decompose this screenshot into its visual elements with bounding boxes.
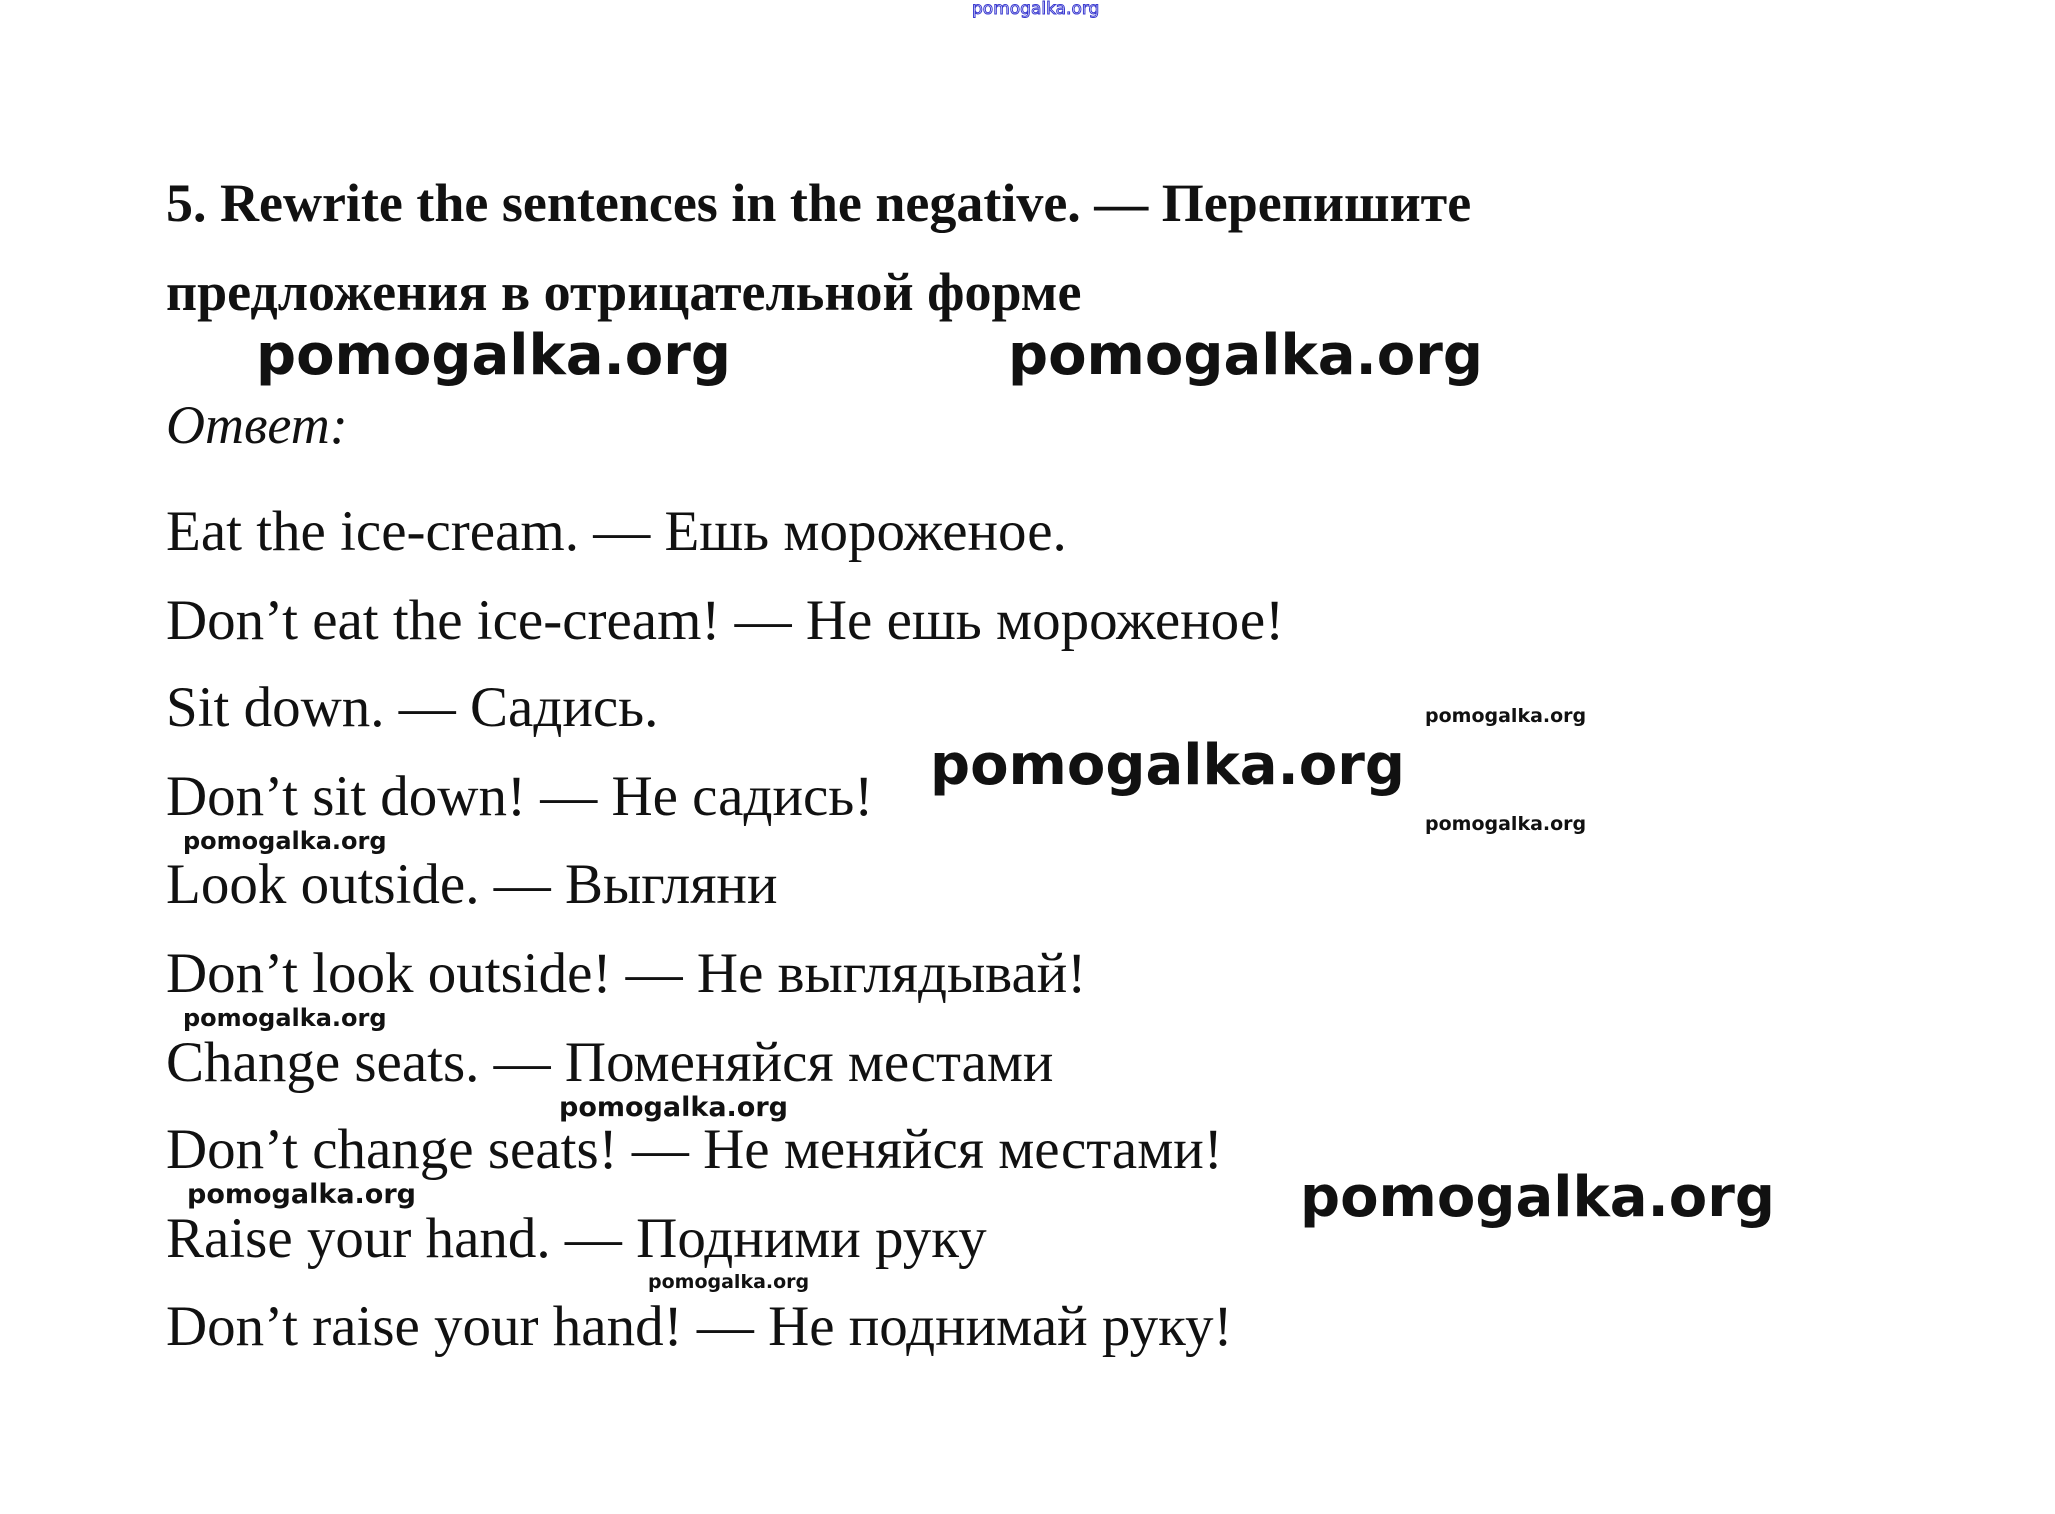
watermark: pomogalka.org xyxy=(1425,813,1587,835)
watermark: pomogalka.org xyxy=(648,1271,810,1293)
exercise-heading-line1: 5. Rewrite the sentences in the negative. — Перепишите xyxy=(166,173,1472,233)
sentence-line: Don’t sit down! — Не садись! xyxy=(166,765,874,828)
watermark: pomogalka.org xyxy=(187,1179,416,1210)
watermark: pomogalka.org xyxy=(183,827,387,855)
answer-label: Ответ: xyxy=(166,395,348,455)
watermark: pomogalka.org xyxy=(256,323,731,388)
sentence-line: Look outside. — Выгляни xyxy=(166,853,778,916)
sentence-line: Change seats. — Поменяйся местами xyxy=(166,1031,1054,1094)
watermark: pomogalka.org xyxy=(930,733,1405,798)
sentence-line: Raise your hand. — Подними руку xyxy=(166,1207,987,1270)
sentence-line: Don’t change seats! — Не меняйся местами! xyxy=(166,1118,1223,1181)
sentence-line: Eat the ice-cream. — Ешь мороженое. xyxy=(166,500,1067,563)
exercise-heading-line2: предложения в отрицательной форме xyxy=(166,262,1082,322)
sentence-line: Don’t look outside! — Не выглядывай! xyxy=(166,942,1087,1005)
watermark: pomogalka.org xyxy=(1008,323,1483,388)
watermark: pomogalka.org xyxy=(559,1092,788,1123)
sentence-line: Don’t raise your hand! — Не поднимай руку! xyxy=(166,1295,1233,1358)
watermark: pomogalka.org xyxy=(1425,705,1587,727)
sentence-line: Don’t eat the ice-cream! — Не ешь мороженое! xyxy=(166,589,1285,652)
sentence-line: Sit down. — Садись. xyxy=(166,676,659,739)
top-watermark: pomogalka.org xyxy=(972,0,1100,19)
watermark: pomogalka.org xyxy=(183,1004,387,1032)
watermark: pomogalka.org xyxy=(1300,1165,1775,1230)
